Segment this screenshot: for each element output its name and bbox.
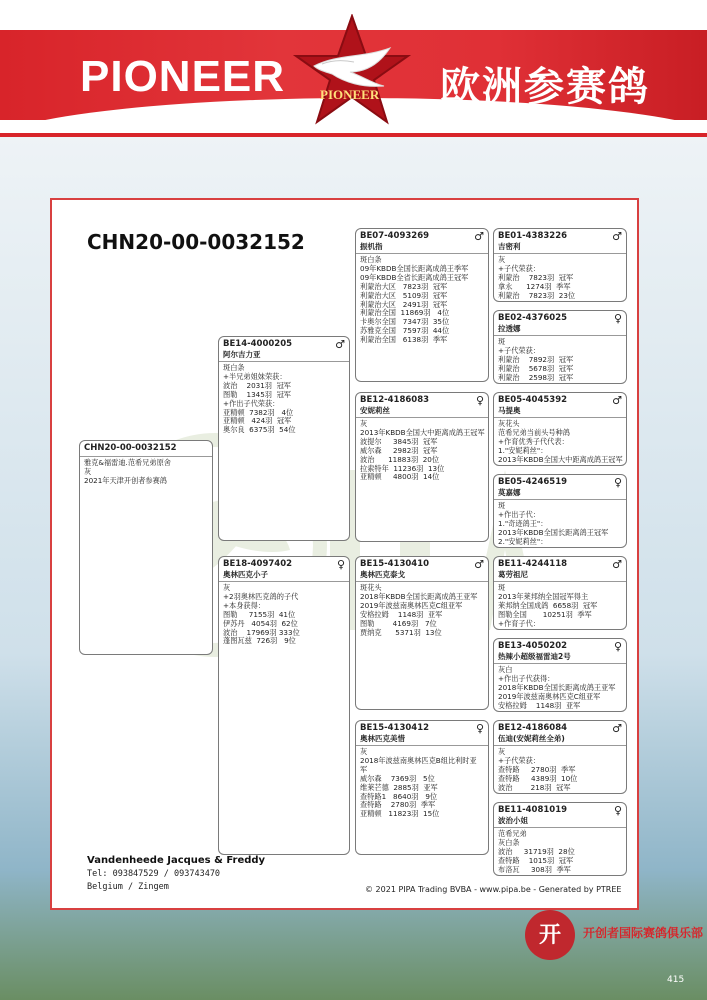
card-name: 安妮莉丝 bbox=[360, 406, 390, 415]
detail-line: 2013年莱邦纳全国冠军得主 bbox=[498, 591, 589, 601]
female-icon: ♀ bbox=[613, 640, 622, 653]
detail-line: 拉索特年 11236羽 13位 bbox=[360, 463, 445, 473]
card-details bbox=[498, 420, 622, 465]
detail-line: 奥尔良 6375羽 54位 bbox=[223, 425, 296, 435]
card-details bbox=[498, 502, 622, 547]
detail-line: 利蒙治全国 11869羽 4位 bbox=[360, 308, 450, 318]
detail-line: 灰 bbox=[360, 419, 368, 428]
brand-name: PIONEER bbox=[80, 52, 286, 101]
detail-line: +子代荣获： bbox=[498, 345, 540, 355]
card-sdd bbox=[493, 474, 627, 548]
detail-line: 图勒 4169羽 7位 bbox=[360, 618, 437, 628]
detail-line: 布洛瓦 308羽 季军 bbox=[498, 864, 571, 874]
card-name: 奥林匹克小子 bbox=[223, 570, 268, 579]
detail-line: +子代荣获： bbox=[498, 755, 540, 765]
card-dam-dam bbox=[355, 720, 489, 855]
pioneer-star-logo-icon bbox=[292, 14, 412, 126]
detail-line: 波治 17969羽 333位 bbox=[223, 627, 300, 637]
detail-line: 威尔森 2982羽 冠军 bbox=[360, 445, 438, 455]
card-dam bbox=[218, 556, 350, 855]
detail-line: 莱邦纳全国成鸽 6658羽 冠军 bbox=[498, 600, 598, 610]
detail-line: 利蒙治 5678羽 冠军 bbox=[498, 363, 574, 373]
card-dam-sire bbox=[355, 556, 489, 710]
card-name: 奥林匹克泰戈 bbox=[360, 570, 405, 579]
detail-line: 安格拉姆 1148羽 亚军 bbox=[360, 609, 443, 619]
card-divider bbox=[494, 417, 626, 418]
detail-line: 1."奇迹鸽王"： bbox=[498, 518, 548, 528]
detail-line: 亚精顿 11823羽 15位 bbox=[360, 809, 440, 819]
detail-line: 09年KBDB全省长距离成鸽王冠军 bbox=[360, 272, 469, 282]
detail-line: 1."安妮莉丝"： bbox=[498, 445, 548, 455]
owner-location: Belgium / Zingem bbox=[87, 882, 169, 892]
card-ring: BE07-4093269 bbox=[360, 231, 430, 241]
card-name: 葛劳祖尼 bbox=[498, 570, 528, 579]
female-icon: ♀ bbox=[613, 476, 622, 489]
detail-line: 灰花头 bbox=[498, 419, 520, 428]
detail-line: 利蒙治 7823羽 冠军 bbox=[498, 272, 574, 282]
subject-ring: CHN20-00-0032152 bbox=[84, 443, 177, 453]
detail-line: 军 bbox=[360, 764, 368, 774]
detail-line: 卡奥尔全国 7347羽 35位 bbox=[360, 317, 450, 327]
detail-line: 2021年天津开创者参赛鸽 bbox=[84, 475, 167, 485]
card-divider bbox=[494, 745, 626, 746]
detail-line: 灰白条 bbox=[498, 837, 520, 847]
detail-line: 波治 2031羽 冠军 bbox=[223, 380, 291, 390]
detail-line: +作育优秀子代代表： bbox=[498, 436, 569, 446]
card-ring: BE15-4130412 bbox=[360, 723, 430, 733]
card-name: 拉透娜 bbox=[498, 324, 521, 333]
card-ring: BE01-4383226 bbox=[498, 231, 568, 241]
card-divider bbox=[494, 663, 626, 664]
detail-line: +作育子代： bbox=[498, 618, 540, 628]
detail-line: 斑白条 bbox=[360, 255, 382, 264]
card-dss bbox=[493, 556, 627, 630]
detail-line: 2019年波兹南奥林匹克C组亚军 bbox=[360, 600, 463, 610]
detail-line: 图勒全国 10251羽 季军 bbox=[498, 609, 592, 619]
card-divider bbox=[494, 253, 626, 254]
card-divider bbox=[494, 499, 626, 500]
card-name: 阿尔吉力亚 bbox=[223, 350, 261, 359]
detail-line: 2013年KBDB全国大中距离成鸽王冠军 bbox=[360, 427, 485, 437]
male-icon: ♂ bbox=[612, 394, 622, 407]
card-ring: BE11-4081019 bbox=[498, 805, 568, 815]
card-name: 马提奥 bbox=[498, 406, 521, 415]
owner-info bbox=[87, 855, 265, 892]
detail-line: +2羽奥林匹克鸽的子代 bbox=[223, 591, 299, 601]
detail-line: 2."安妮莉丝"： bbox=[498, 536, 548, 546]
card-sire-dam bbox=[355, 392, 489, 542]
detail-line: 利蒙治大区 5109羽 冠军 bbox=[360, 290, 448, 300]
detail-line: 亚精顿 424羽 冠军 bbox=[223, 416, 292, 426]
card-details bbox=[498, 338, 622, 383]
female-icon: ♀ bbox=[475, 722, 484, 735]
female-icon: ♀ bbox=[613, 312, 622, 325]
card-sire bbox=[218, 336, 350, 541]
detail-line: 2019年波兹南奥林匹克C组亚军 bbox=[498, 691, 601, 701]
card-ring: BE18-4097402 bbox=[223, 559, 293, 569]
detail-line: +半兄弟姐妹荣获： bbox=[223, 371, 287, 381]
detail-line: 蓬图瓦兹 726羽 9位 bbox=[223, 636, 296, 646]
detail-line: 图勒 1345羽 冠军 bbox=[223, 389, 291, 399]
detail-line: 灰 bbox=[360, 747, 368, 756]
detail-line: 图勒 7155羽 41位 bbox=[223, 609, 296, 619]
detail-line: 利蒙治 7823羽 23位 bbox=[498, 290, 576, 300]
detail-line: 斑花头 bbox=[360, 583, 382, 592]
card-name: 吉密利 bbox=[498, 242, 521, 251]
card-ring: BE12-4186083 bbox=[360, 395, 430, 405]
card-divider bbox=[80, 456, 212, 457]
detail-line: 波治 11883羽 20位 bbox=[360, 454, 440, 464]
card-ring: BE14-4000205 bbox=[223, 339, 293, 349]
card-divider bbox=[356, 581, 488, 582]
detail-line: 斑 bbox=[498, 583, 506, 592]
card-sds bbox=[493, 392, 627, 466]
detail-line: 安格拉姆 1148羽 亚军 bbox=[498, 700, 581, 710]
male-icon: ♂ bbox=[612, 558, 622, 571]
male-icon: ♂ bbox=[335, 338, 345, 351]
page-number: 415 bbox=[667, 975, 685, 985]
card-details bbox=[360, 748, 484, 819]
detail-line: 威尔森 7369羽 5位 bbox=[360, 773, 435, 783]
card-ring: BE05-4246519 bbox=[498, 477, 568, 487]
detail-line: 拿永 1274羽 季军 bbox=[498, 281, 571, 291]
detail-line: +子代荣获： bbox=[498, 263, 540, 273]
card-details bbox=[360, 256, 484, 345]
card-details bbox=[498, 584, 622, 629]
detail-line: 贾纳克 5371羽 13位 bbox=[360, 627, 442, 637]
detail-line: 范希兄弟当前头号种鸽 bbox=[498, 427, 570, 437]
detail-line: 查特路 1015羽 冠军 bbox=[498, 855, 574, 865]
detail-line: 2018年KBDB全国长距离成鸽王亚军 bbox=[498, 682, 616, 692]
detail-line: 维莱芒德 2885羽 亚军 bbox=[360, 782, 438, 792]
header-divider bbox=[0, 133, 707, 137]
card-details bbox=[498, 830, 622, 875]
subject-card bbox=[79, 440, 213, 655]
card-sire-sire bbox=[355, 228, 489, 382]
detail-line: 查特路 2780羽 季军 bbox=[498, 764, 576, 774]
detail-line: 查特路1 8640羽 9位 bbox=[360, 791, 438, 801]
card-ring: BE15-4130410 bbox=[360, 559, 430, 569]
card-details bbox=[498, 256, 622, 301]
detail-line: 亚精顿 4800羽 14位 bbox=[360, 472, 440, 482]
credit-line: © 2021 PIPA Trading BVBA - www.pipa.be - Generated by PTREE bbox=[365, 885, 622, 894]
detail-line: 范希兄弟 bbox=[498, 829, 527, 838]
card-divider bbox=[494, 827, 626, 828]
detail-line: 利蒙治大区 7823羽 冠军 bbox=[360, 281, 448, 291]
card-divider bbox=[356, 417, 488, 418]
card-details bbox=[360, 420, 484, 482]
detail-line: 雅克&福雷迪.范希兄弟原舍 bbox=[84, 458, 171, 467]
card-name: 伍迪(安妮莉丝全弟) bbox=[498, 734, 565, 743]
male-icon: ♂ bbox=[612, 230, 622, 243]
card-dds bbox=[493, 720, 627, 794]
card-ddd bbox=[493, 802, 627, 876]
club-name: 开创者国际赛鸽俱乐部 bbox=[583, 926, 704, 940]
detail-line: +作出子代获得： bbox=[498, 673, 555, 683]
card-ring: BE13-4050202 bbox=[498, 641, 568, 651]
card-details bbox=[498, 748, 622, 793]
card-ring: BE12-4186084 bbox=[498, 723, 568, 733]
detail-line: 波治 31719羽 28位 bbox=[498, 846, 575, 856]
detail-line: 灰白 bbox=[498, 665, 513, 674]
detail-line: 2013年KBDB全国大中距离成鸽王冠军 bbox=[498, 454, 623, 464]
detail-line: 斑 bbox=[498, 337, 506, 346]
owner-name: Vandenheede Jacques & Freddy bbox=[87, 855, 266, 866]
detail-line: 波治 218羽 冠军 bbox=[498, 782, 571, 792]
detail-line: 2013年KBDB全国长距离鸽王冠军 bbox=[498, 527, 609, 537]
detail-line: 利蒙治大区 2491羽 冠军 bbox=[360, 299, 448, 309]
card-details bbox=[498, 666, 622, 711]
card-dsd bbox=[493, 638, 627, 712]
detail-line: 灰 bbox=[84, 466, 92, 476]
detail-line: +本身获得： bbox=[223, 600, 265, 610]
club-seal-icon: 开 bbox=[525, 910, 575, 960]
card-name: 振机指 bbox=[360, 242, 383, 251]
card-name: 热辣小超级福雷迪2号 bbox=[498, 652, 571, 661]
card-name: 波治小姐 bbox=[498, 816, 528, 825]
detail-line: 亚精顿 7382羽 4位 bbox=[223, 407, 294, 417]
card-divider bbox=[219, 581, 349, 582]
detail-line: +作出子代： bbox=[498, 509, 540, 519]
detail-line: 利蒙治 2598羽 冠军 bbox=[498, 372, 574, 382]
detail-line: 灰 bbox=[498, 255, 506, 264]
card-divider bbox=[356, 745, 488, 746]
card-details bbox=[223, 364, 345, 435]
card-name: 莫嘉娜 bbox=[498, 488, 521, 497]
female-icon: ♀ bbox=[475, 394, 484, 407]
card-divider bbox=[219, 361, 349, 362]
male-icon: ♂ bbox=[612, 722, 622, 735]
card-divider bbox=[356, 253, 488, 254]
detail-line: 利蒙治全国 6138羽 季军 bbox=[360, 335, 448, 345]
card-ring: BE05-4045392 bbox=[498, 395, 568, 405]
detail-line: 2018年KBDB全国长距离成鸽王亚军 bbox=[360, 591, 478, 601]
detail-line: 09年KBDB全国长距离成鸽王季军 bbox=[360, 263, 469, 273]
detail-line: 斑白条 bbox=[223, 363, 245, 372]
detail-line: 斑 bbox=[498, 501, 506, 510]
detail-line: 波提尔 3845羽 冠军 bbox=[360, 436, 438, 446]
detail-line: 灰 bbox=[498, 747, 506, 756]
card-name: 奥林匹克美惜 bbox=[360, 734, 405, 743]
card-divider bbox=[494, 335, 626, 336]
male-icon: ♂ bbox=[474, 230, 484, 243]
detail-line: 灰 bbox=[223, 583, 231, 592]
card-details bbox=[223, 584, 345, 646]
card-ring: BE02-4376025 bbox=[498, 313, 568, 323]
logo-text: PIONEER bbox=[320, 87, 380, 102]
pedigree-title: CHN20-00-0032152 bbox=[87, 230, 305, 254]
card-ring: BE11-4244118 bbox=[498, 559, 568, 569]
card-sss bbox=[493, 228, 627, 302]
owner-phone: Tel: 093847529 / 093743470 bbox=[87, 869, 221, 879]
detail-line: 利蒙治 7892羽 冠军 bbox=[498, 354, 574, 364]
card-details bbox=[360, 584, 484, 637]
female-icon: ♀ bbox=[336, 558, 345, 571]
detail-line: 查特路 2780羽 季军 bbox=[360, 800, 436, 810]
female-icon: ♀ bbox=[613, 804, 622, 817]
male-icon: ♂ bbox=[474, 558, 484, 571]
detail-line: 查特路 4389羽 10位 bbox=[498, 773, 578, 783]
header-banner bbox=[0, 0, 707, 133]
card-divider bbox=[494, 581, 626, 582]
detail-line: 苏雅克全国 7597羽 44位 bbox=[360, 326, 450, 336]
brand-chinese-title: 欧洲参赛鸽 bbox=[440, 64, 650, 110]
subject-details bbox=[84, 459, 208, 486]
card-ssd bbox=[493, 310, 627, 384]
detail-line: +作出子代荣获： bbox=[223, 398, 280, 408]
detail-line: 2018年波兹南奥林匹克B组比利时亚 bbox=[360, 755, 477, 765]
detail-line: 伊苏丹 4054羽 62位 bbox=[223, 618, 298, 628]
